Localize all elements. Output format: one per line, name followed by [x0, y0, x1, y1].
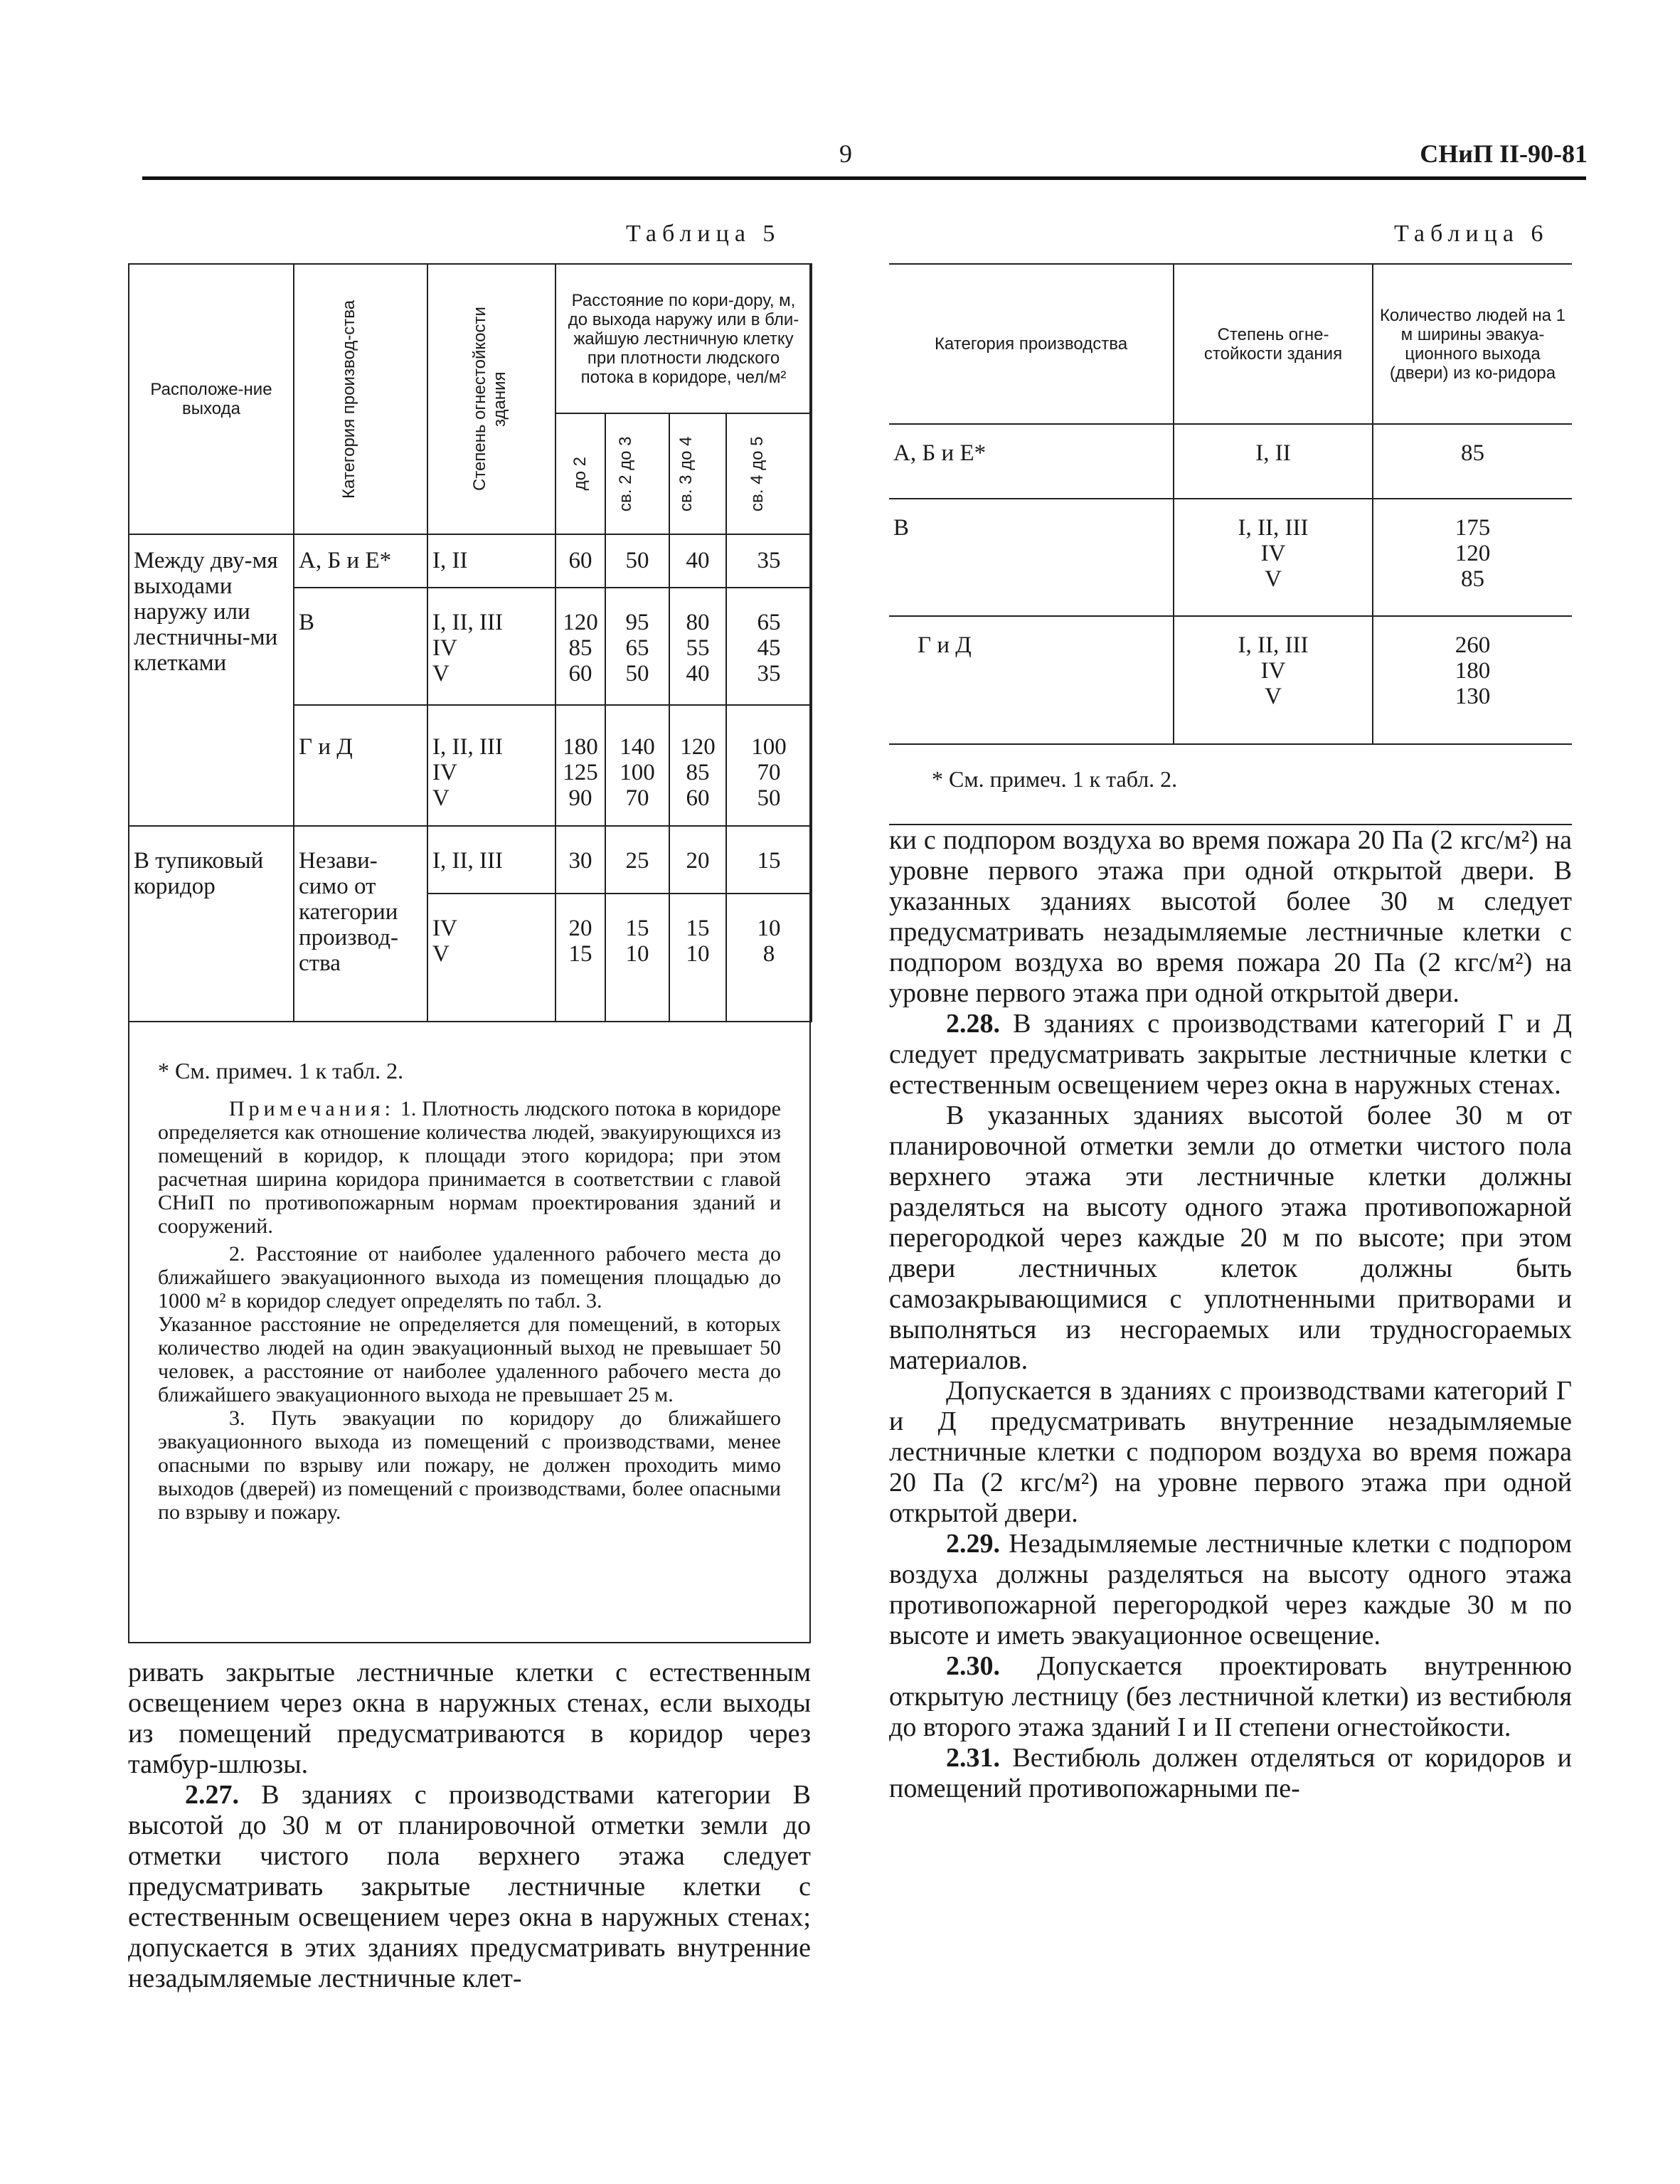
right-paragraph-4: Допускается в зданиях с производствами категорий Г и Д предусматривать внутренние незадымляемые лестничные клетки с подпором воздуха во время пожара 20 Па (2 кгс/м²) на уровне первого этажа при одной открытой двери.	[889, 1376, 1572, 1528]
clause-2-27: 2.27.	[185, 1780, 239, 1810]
t5-cell: I, II, III	[427, 826, 555, 894]
t5-cell: В	[294, 588, 427, 705]
right-column-text	[889, 825, 1572, 1804]
t5-cell: 15	[726, 826, 812, 894]
t5-cell: 140 100 70	[605, 705, 669, 826]
table6-frame	[889, 263, 1572, 825]
t6-cell: I, II, III IV V	[1174, 616, 1373, 744]
left-paragraph-2: В зданиях с производствами категории В высотой до 30 м от планировочной отметки земли до отметки чистого пола верхнего этажа следует предусматривать закрытые лестничные клетки с естественным освещением через окна в наружных стенах; допускается в этих зданиях предусматривать внутренние незадымляемые лестничные клет-	[128, 1780, 811, 1993]
t5-col-category: Категория производ-ства	[339, 299, 358, 499]
table5-caption: Таблица 5	[626, 221, 781, 247]
t5-cell: Г и Д	[294, 705, 427, 826]
t5-cell: 10 8	[726, 894, 812, 1022]
t5-cell: 95 65 50	[605, 588, 669, 705]
t5-cell: 25	[605, 826, 669, 894]
note-2b: Указанное расстояние не определяется для помещений, в которых количество людей на один эвакуационный выход не превышает 50 человек, а расстояние от наиболее удаленного рабочего места до ближайшего эвакуационного выхода не превышает 25 м.	[158, 1313, 781, 1406]
t6-cell: А, Б и Е*	[889, 424, 1174, 499]
t5-cell: 15 10	[669, 894, 726, 1022]
t6-cell: Г и Д	[889, 616, 1174, 744]
page-number: 9	[839, 139, 852, 168]
t6-cell: В	[889, 499, 1174, 616]
clause-2-28: 2.28.	[946, 1009, 1000, 1039]
t5-cell: 80 55 40	[669, 588, 726, 705]
t5-col-location: Расположе-ние выхода	[129, 264, 294, 534]
t6-footnote: * См. примеч. 1 к табл. 2.	[932, 766, 1178, 792]
t5-cell: I, II	[427, 534, 555, 588]
notes-heading: Примечания:	[229, 1097, 395, 1120]
clause-2-29: 2.29.	[946, 1529, 1000, 1559]
t5-cell: 120 85 60	[669, 705, 726, 826]
t5-cell: 120 85 60	[555, 588, 605, 705]
t6-col-people: Количество людей на 1 м ширины эвакуа-ционного выхода (двери) из ко-ридора	[1373, 264, 1572, 424]
right-paragraph-7: Вестибюль должен отделяться от коридоров и помещений противопожарными пе-	[889, 1743, 1572, 1803]
t5-cell: А, Б и Е*	[294, 534, 427, 588]
left-paragraph-1: ривать закрытые лестничные клетки с естественным освещением через окна в наружных стенах, если выходы из помещений предусматриваются в коридор через тамбур-шлюзы.	[128, 1658, 811, 1779]
t5-cell: Незави-симо от категории производ-ства	[294, 826, 427, 1022]
header-rule	[142, 176, 1586, 180]
note-3: 3. Путь эвакуации по коридору до ближайшего эвакуационного выхода из помещений с производствами, менее опасными по взрыву или пожару, не должен проходить мимо выходов (дверей) из помещений с производствами, более опасными по взрыву и пожару.	[158, 1406, 781, 1524]
t5-cell: 100 70 50	[726, 705, 812, 826]
right-paragraph-6: Допускается проектировать внутреннюю открытую лестницу (без лестничной клетки) из вестибюля до второго этажа зданий I и II степени огнестойкости.	[889, 1651, 1572, 1742]
right-paragraph-3: В указанных зданиях высотой более 30 м от планировочной отметки земли до отметки чистого пола верхнего этажа эти лестничные клетки должны разделяться на высоту одного этажа противопожарной перегородкой через каждые 20 м по высоте; при этом двери лестничных клеток должны быть самозакрывающимися с уплотненными притворами и выполняться из несгораемых или трудносгораемых материалов.	[889, 1101, 1572, 1375]
clause-2-31: 2.31.	[946, 1743, 1000, 1773]
t5-cell: 35	[726, 534, 812, 588]
left-column-text	[128, 1658, 811, 1994]
t5-cell: 20 15	[555, 894, 605, 1022]
t5-cell: I, II, III IV V	[427, 705, 555, 826]
t5-footnote: * См. примеч. 1 к табл. 2.	[158, 1058, 404, 1083]
t5-col-distance: Расстояние по кори-дору, м, до выхода наружу или в бли-жайшую лестничную клетку при плотности людского потока в коридоре, чел/м²	[555, 264, 812, 413]
t6-col-degree: Степень огне-стойкости здания	[1174, 264, 1373, 424]
table6-caption: Таблица 6	[1394, 221, 1549, 247]
t6-cell: 85	[1373, 424, 1572, 499]
note-2: 2. Расстояние от наиболее удаленного рабочего места до ближайшего эвакуационного выхода из помещения площадью до 1000 м² в коридор следует определять по табл. 3.	[158, 1242, 781, 1313]
table5	[128, 263, 812, 1022]
t5-cell: 60	[555, 534, 605, 588]
table5-frame	[128, 263, 811, 1643]
t5-loc-dead-end: В тупиковый коридор	[129, 826, 294, 1022]
t5-cell: I, II, III IV V	[427, 588, 555, 705]
t5-cell: 180 125 90	[555, 705, 605, 826]
t5-cell: IV V	[427, 894, 555, 1022]
t5-cell: 65 45 35	[726, 588, 812, 705]
clause-2-30: 2.30.	[946, 1651, 1000, 1681]
t5-cell: 40	[669, 534, 726, 588]
right-paragraph-1: ки с подпором воздуха во время пожара 20 Па (2 кгс/м²) на уровне первого этажа при одной открытой двери. В указанных зданиях высотой более 30 м следует предусматривать незадымляемые лестничные клетки с подпором воздуха во время пожара 20 Па (2 кгс/м²) на уровне первого этажа при одной открытой двери.	[889, 825, 1572, 1008]
t5-cell: 15 10	[605, 894, 669, 1022]
t5-col-d3: св. 3 до 4	[676, 436, 696, 511]
t6-col-category: Категория производства	[889, 264, 1174, 424]
t5-col-d1: до 2	[570, 457, 590, 491]
t5-col-degree: Степень огнестойкости здания	[470, 307, 509, 492]
t6-cell: 175 120 85	[1373, 499, 1572, 616]
t6-cell: I, II	[1174, 424, 1373, 499]
t5-cell: 30	[555, 826, 605, 894]
t5-notes	[158, 1097, 781, 1524]
t5-cell: 50	[605, 534, 669, 588]
t5-col-d4: св. 4 до 5	[748, 436, 767, 511]
note-1: 1. Плотность людского потока в коридоре определяется как отношение количества людей, эвакуирующихся из помещений в коридор, к площади этого коридора; при этом расчетная ширина коридора принимается в соответствии с главой СНиП по противопожарным нормам проектирования зданий и сооружений.	[158, 1097, 782, 1238]
right-paragraph-5: Незадымляемые лестничные клетки с подпором воздуха должны разделяться на высоту одного этажа противопожарной перегородкой через каждые 30 м по высоте и иметь эвакуационное освещение.	[889, 1529, 1572, 1650]
t6-cell: I, II, III IV V	[1174, 499, 1373, 616]
t6-cell: 260 180 130	[1373, 616, 1572, 744]
document-code: СНиП II-90-81	[1420, 139, 1588, 168]
t5-col-d2: св. 2 до 3	[616, 436, 635, 511]
table6	[889, 263, 1572, 745]
right-paragraph-2: В зданиях с производствами категорий Г и Д следует предусматривать закрытые лестничные клетки с естественным освещением через окна в наружных стенах.	[889, 1009, 1572, 1100]
t5-cell: 20	[669, 826, 726, 894]
t5-loc-between-exits: Между дву-мя выходами наружу или лестничны-ми клетками	[129, 534, 294, 826]
